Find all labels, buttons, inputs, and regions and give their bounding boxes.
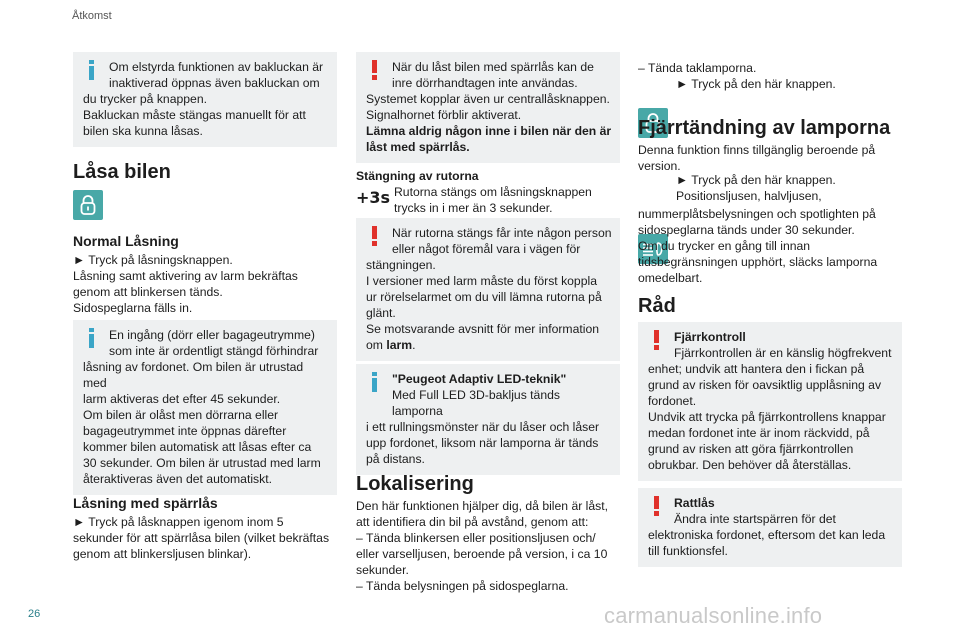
- heading-normal-locking: Normal Låsning: [73, 233, 179, 249]
- note-text-bold: låst med spärrlås.: [366, 140, 470, 154]
- body-text: nummerplåtsbelysningen och spotlighten på: [638, 207, 876, 221]
- note-text: Om bilen är olåst men dörrarna eller: [83, 408, 279, 422]
- note-text: En ingång (dörr eller bagageutrymme): [109, 328, 315, 342]
- column-2-warn-top: [356, 52, 620, 163]
- note-text: du trycker på knappen.: [83, 92, 207, 106]
- note-text: Se motsvarande avsnitt för mer information: [366, 322, 600, 336]
- body-text: Denna funktion finns tillgänglig beroende på: [638, 143, 876, 157]
- warning-marker-icon: [650, 496, 664, 516]
- warning-marker-icon: [368, 226, 382, 246]
- note-text: glänt.: [366, 306, 396, 320]
- note-text: Signalhornet förblir aktiverat.: [366, 108, 522, 122]
- warning-marker-icon: [650, 330, 664, 350]
- note-text: Systemet kopplar även ur centrallåsknappen.: [366, 92, 610, 106]
- info-marker-icon: [85, 328, 99, 348]
- body-text: trycks in i mer än 3 sekunder.: [394, 201, 553, 215]
- body-text: Låsning samt aktivering av larm bekräftas: [73, 269, 298, 283]
- note-text: Undvik att trycka på fjärrkontrollens knappar: [648, 410, 886, 424]
- warning-note-steering-lock: [638, 488, 902, 567]
- body-text: Sidospeglarna fälls in.: [73, 301, 193, 315]
- heading-closing-windows: Stängning av rutorna: [356, 169, 479, 183]
- body-text: tidsbegränsningen upphört, släcks lamporna: [638, 255, 878, 269]
- note-text: grund av risken för oavsiktlig upplåsning av: [648, 378, 882, 392]
- body-text: genom att blinkersen tänds.: [73, 285, 223, 299]
- plus-3s-label: +3s: [356, 188, 390, 207]
- note-text: kommer bilen automatisk att låsas efter ca: [83, 440, 312, 454]
- note-text: 30 sekunder. Om bilen är utrustad med larm: [83, 456, 321, 470]
- note-text-bold: Lämna aldrig någon inne i bilen när den är: [366, 124, 612, 138]
- note-text: fordonet.: [648, 394, 697, 408]
- watermark: carmanualsonline.info: [604, 603, 823, 628]
- body-text: version.: [638, 159, 681, 173]
- note-text: inre dörrhandtagen inte användas.: [392, 76, 578, 90]
- column-3-warn-remote: [638, 322, 902, 481]
- windows-text: [394, 184, 624, 216]
- note-text: eller något föremål vara i vägen för: [392, 242, 581, 256]
- note-text-alarm: [366, 337, 612, 353]
- column-1: [73, 52, 337, 147]
- note-text: på distans.: [366, 452, 425, 466]
- warning-note-windows: [356, 218, 620, 361]
- note-title: Rattlås: [674, 496, 715, 510]
- note-title: Fjärrkontroll: [674, 330, 746, 344]
- body-text: Rutorna stängs om låsningsknappen: [394, 185, 592, 199]
- plus-3s-icon: [356, 186, 390, 208]
- note-text: Bakluckan måste stängas manuellt för att: [83, 108, 306, 122]
- body-text: att identifiera din bil på avstånd, genom att:: [356, 515, 589, 529]
- padlock-icon: [73, 190, 103, 220]
- column-2-info-bottom: [356, 364, 620, 475]
- instruction-text: ► Tryck på låsningsknappen.: [73, 253, 233, 267]
- press-button-text: ► Tryck på den här knappen.: [676, 77, 836, 91]
- body-text: sekunder.: [356, 563, 409, 577]
- note-text: Fjärrkontrollen är en känslig högfrekvent: [674, 346, 892, 360]
- remote-press-text: [676, 172, 906, 204]
- column-3-warn-steering: [638, 488, 902, 567]
- body-text: genom att blinkersljusen blinkar).: [73, 547, 252, 561]
- note-text: grund av risken att göra fjärrkontrollen: [648, 442, 854, 456]
- note-text: Om elstyrda funktionen av bakluckan är: [109, 60, 324, 74]
- info-marker-icon: [368, 372, 382, 392]
- note-text: om: [366, 338, 387, 352]
- note-text: När rutorna stängs får inte någon person: [392, 226, 612, 240]
- note-text: medan fordonet inte är inom räckvidd, på: [648, 426, 870, 440]
- body-text: omedelbart.: [638, 271, 703, 285]
- note-text: ur rörelselarmet om du vill lämna rutorna på: [366, 290, 602, 304]
- note-text: Ändra inte startspärren för det: [674, 512, 836, 526]
- info-note-door-ajar: [73, 320, 337, 495]
- body-text: – Tända belysningen på sidospeglarna.: [356, 579, 569, 593]
- locate-text: [356, 498, 620, 594]
- running-head: Åtkomst: [72, 10, 112, 22]
- heading-advice: Råd: [638, 295, 676, 317]
- instruction-text: ► Tryck på den här knappen.: [676, 173, 836, 187]
- note-text: stängningen.: [366, 258, 436, 272]
- alarm-link-text: larm: [386, 338, 413, 352]
- body-text: sidospeglarna tänds under 30 sekunder.: [638, 223, 855, 237]
- note-text: upp fordonet, liksom när lamporna är tänds: [366, 436, 599, 450]
- info-note-led: [356, 364, 620, 475]
- note-text: som inte är ordentligt stängd förhindrar: [109, 344, 319, 358]
- note-text: larm aktiveras det efter 45 sekunder.: [83, 392, 281, 406]
- body-text: sekunder för att spärrlåsa bilen (vilket bekräftas: [73, 531, 330, 545]
- heading-deadlocking: Låsning med spärrlås: [73, 495, 218, 511]
- note-text: obrukbar. Den behöver då återställas.: [648, 458, 852, 472]
- note-title: "Peugeot Adaptiv LED-teknik": [392, 372, 567, 386]
- warning-note-deadlock: [356, 52, 620, 163]
- remote-lights-intro: [638, 142, 902, 174]
- body-text: – Tända blinkersen eller positionsljusen och/: [356, 531, 596, 545]
- note-text: bilen ska kunna låsas.: [83, 124, 203, 138]
- note-text: enhet; undvik att hantera den i fickan på: [648, 362, 865, 376]
- body-text: Positionsljusen, halvljusen,: [676, 189, 822, 203]
- info-note-tailgate: [73, 52, 337, 147]
- body-text: Den här funktionen hjälper dig, då bilen är låst,: [356, 499, 609, 513]
- note-text: till funktionsfel.: [648, 544, 728, 558]
- warning-marker-icon: [368, 60, 382, 80]
- warning-note-remote: [638, 322, 902, 481]
- column-2-warn-mid: [356, 218, 620, 361]
- note-text: i ett rullningsmönster när du låser och låser: [366, 420, 600, 434]
- note-text: återaktiveras även det automatiskt.: [83, 472, 273, 486]
- note-text: elektroniska fordonet, eftersom det kan leda: [648, 528, 886, 542]
- note-text: .: [412, 338, 416, 352]
- note-text: inaktiverad öppnas även bakluckan om: [109, 76, 320, 90]
- note-text: I versioner med larm måste du först koppla: [366, 274, 597, 288]
- normal-locking-text: [73, 252, 337, 316]
- note-text: bagageutrymmet inte öppnas därefter: [83, 424, 287, 438]
- note-text: När du låst bilen med spärrlås kan de: [392, 60, 594, 74]
- heading-remote-lights: Fjärrtändning av lamporna: [638, 117, 891, 139]
- heading-locate: Lokalisering: [356, 473, 474, 495]
- body-text: eller varselljusen, beroende på version, i ca 10: [356, 547, 608, 561]
- ceiling-lamps-text: – Tända taklamporna.: [638, 61, 757, 75]
- instruction-text: ► Tryck på låsknappen igenom inom 5: [73, 515, 284, 529]
- body-text: Om du trycker en gång till innan: [638, 239, 811, 253]
- note-text: låsning av fordonet. Om bilen är utrustad med: [83, 360, 304, 390]
- deadlocking-text: [73, 514, 337, 562]
- column-1-info-mid: [73, 320, 337, 495]
- remote-lights-body: [638, 206, 902, 286]
- info-marker-icon: [85, 60, 99, 80]
- note-text: Med Full LED 3D-bakljus tänds lamporna: [392, 388, 560, 418]
- heading-lock-car: Låsa bilen: [73, 161, 171, 183]
- page-number: 26: [28, 608, 41, 620]
